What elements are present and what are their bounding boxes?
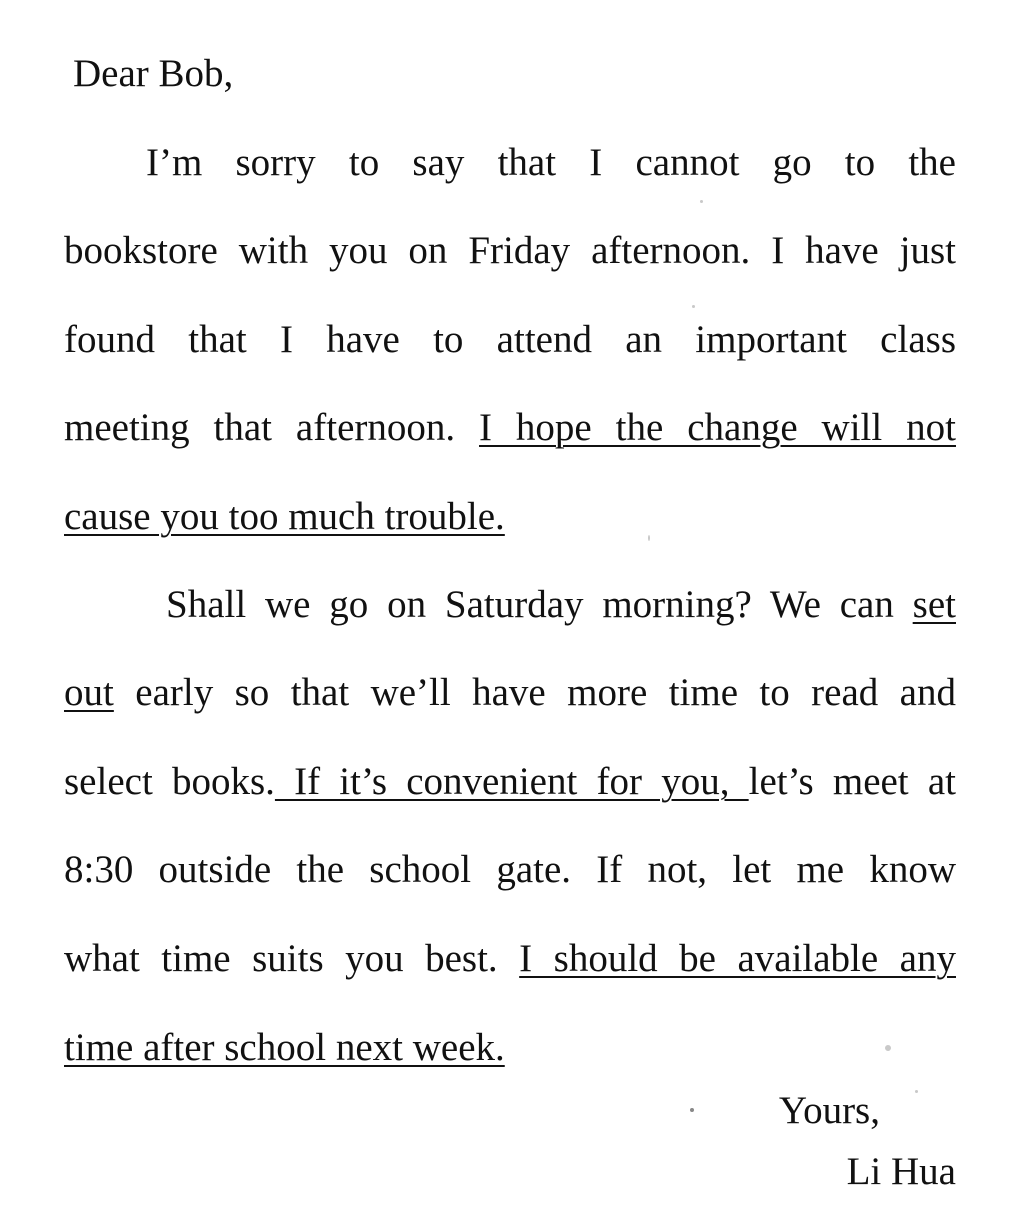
letter-signature: Li Hua	[846, 1150, 956, 1193]
letter-line-8	[64, 758, 956, 806]
scan-speck	[692, 305, 695, 308]
scan-speck	[648, 535, 650, 541]
underlined-phrase: I hope the change will not	[479, 406, 956, 449]
letter-line-7	[64, 669, 956, 717]
underlined-phrase: time after school next week.	[64, 1026, 505, 1069]
letter-greeting: Dear Bob,	[73, 52, 234, 95]
letter-line-3	[64, 316, 956, 364]
text-run: meeting that afternoon.	[64, 406, 480, 449]
scan-speck	[885, 1045, 891, 1051]
text-run: found that I have to attend an important class	[64, 318, 956, 361]
text-run: what time suits you best.	[64, 937, 520, 980]
text-run: I’m sorry to say that I cannot go to the	[146, 141, 956, 184]
text-run: let’s meet at	[748, 760, 956, 803]
underlined-phrase: set	[912, 583, 956, 626]
letter-line-10	[64, 935, 956, 983]
letter-closing: Yours,	[778, 1089, 880, 1132]
text-run: 8:30 outside the school gate. If not, let me know	[64, 848, 956, 891]
scan-speck	[690, 1108, 694, 1112]
text-run: select books.	[64, 760, 275, 803]
underlined-phrase: out	[64, 671, 114, 714]
underlined-phrase: cause you too much trouble.	[64, 495, 505, 538]
letter-line-1	[146, 139, 956, 187]
letter-line-9	[64, 846, 956, 894]
text-run: Shall we go on Saturday morning? We can	[166, 583, 913, 626]
letter-line-11	[64, 1024, 956, 1072]
text-run: early so that we’ll have more time to read and	[113, 671, 956, 714]
scan-speck	[915, 1090, 918, 1093]
scan-speck	[700, 200, 703, 203]
text-run: bookstore with you on Friday afternoon. I have just	[64, 229, 956, 272]
underlined-phrase: If it’s convenient for you,	[274, 760, 749, 803]
letter-line-5	[64, 493, 956, 541]
letter-line-4	[64, 404, 956, 452]
letter-line-2	[64, 227, 956, 275]
underlined-phrase: I should be available any	[519, 937, 956, 980]
letter-line-6	[166, 581, 956, 629]
